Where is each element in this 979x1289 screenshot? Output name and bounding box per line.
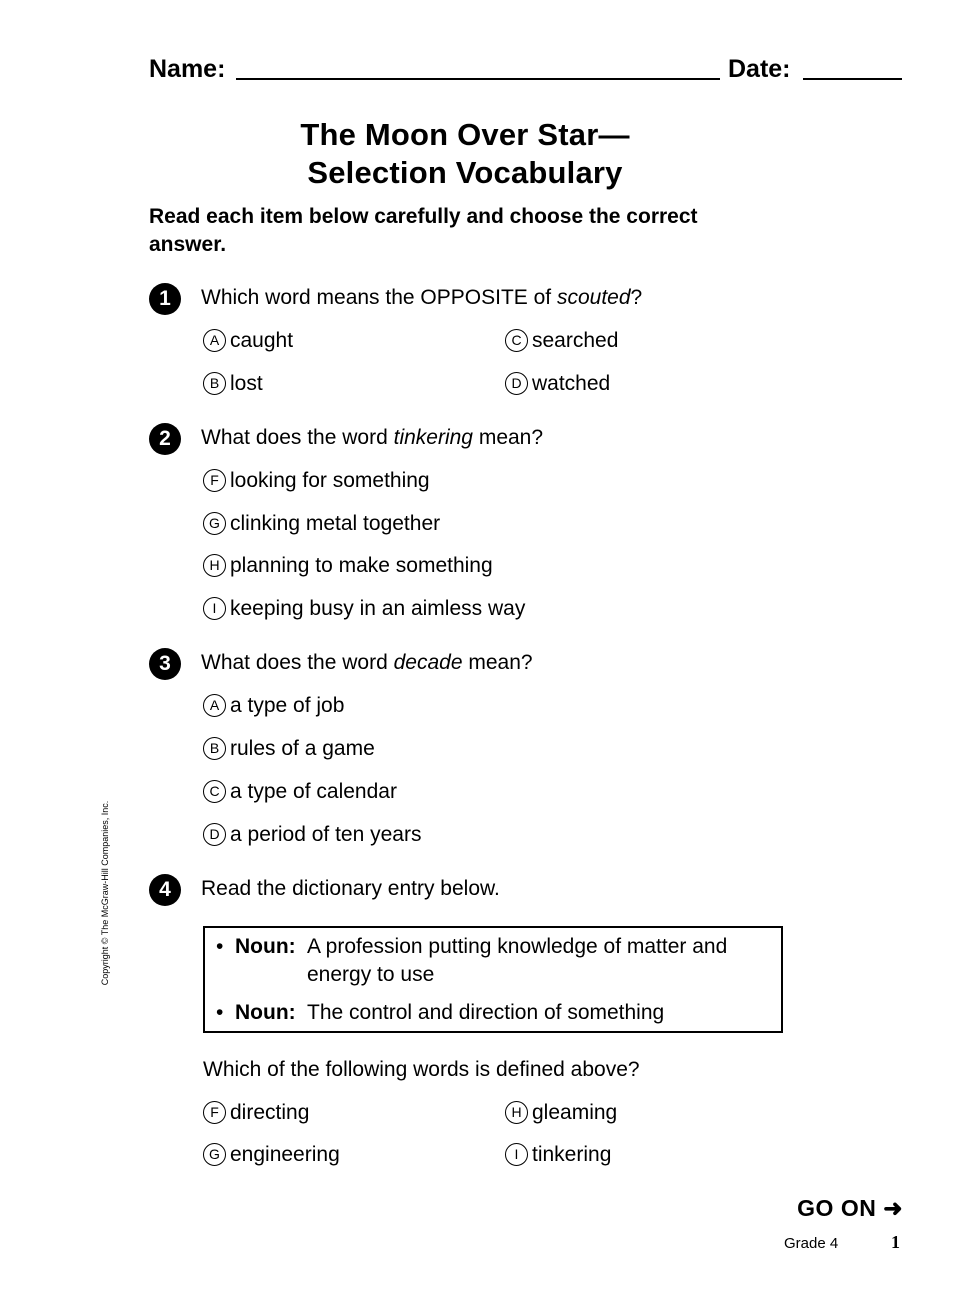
answer-bubble-g[interactable]: G: [203, 1143, 226, 1166]
q1-option-d[interactable]: [505, 370, 610, 398]
option-label: keeping busy in an aimless way: [230, 597, 526, 620]
name-field[interactable]: [236, 78, 720, 80]
q4-option-i[interactable]: [505, 1141, 611, 1169]
answer-bubble-f[interactable]: F: [203, 1101, 226, 1124]
q2-option-f[interactable]: [203, 467, 430, 495]
answer-bubble-a[interactable]: A: [203, 694, 226, 717]
answer-bubble-b[interactable]: B: [203, 737, 226, 760]
answer-bubble-a[interactable]: A: [203, 329, 226, 352]
page-number: 1: [891, 1232, 900, 1252]
question-text-pre: What does the word: [201, 426, 394, 449]
question-text-pre: Which word means the OPPOSITE of: [201, 286, 557, 309]
q2-option-i[interactable]: [203, 595, 525, 623]
option-label: lost: [230, 372, 263, 395]
page-title: [150, 116, 780, 192]
q4-option-f[interactable]: [203, 1099, 309, 1127]
option-label: a period of ten years: [230, 823, 422, 846]
option-label: engineering: [230, 1143, 340, 1166]
question-number-3: 3: [149, 648, 181, 680]
option-label: a type of job: [230, 694, 345, 717]
question-term: decade: [393, 651, 463, 674]
question-text-4: Read the dictionary entry below.: [201, 877, 500, 900]
answer-bubble-h[interactable]: H: [203, 554, 226, 577]
dictionary-definition: The control and direction of something: [307, 1001, 665, 1024]
grade-label: Grade 4: [784, 1235, 839, 1252]
question-number-1: 1: [149, 283, 181, 315]
option-label: caught: [230, 329, 294, 352]
bullet-icon: •: [216, 935, 224, 958]
answer-bubble-c[interactable]: C: [203, 780, 226, 803]
option-label: directing: [230, 1101, 310, 1124]
q4-option-g[interactable]: [203, 1141, 340, 1169]
option-label: searched: [532, 329, 619, 352]
answer-bubble-f[interactable]: F: [203, 469, 226, 492]
question-term: scouted: [556, 286, 631, 309]
q3-option-c[interactable]: [203, 778, 397, 806]
question-text-post: mean?: [473, 426, 544, 449]
q2-option-h[interactable]: [203, 552, 493, 580]
go-on-label: GO ON ➜: [797, 1195, 903, 1221]
option-label: watched: [532, 372, 611, 395]
option-label: a type of calendar: [230, 780, 397, 803]
copyright-notice: Copyright © The McGraw-Hill Companies, Inc.: [100, 800, 110, 986]
dictionary-definition: A profession putting knowledge of matter and: [307, 935, 728, 958]
q3-option-b[interactable]: [203, 735, 375, 763]
q3-option-d[interactable]: [203, 821, 421, 849]
answer-bubble-g[interactable]: G: [203, 512, 226, 535]
answer-bubble-d[interactable]: D: [505, 372, 528, 395]
question-number-4: 4: [149, 874, 181, 906]
dictionary-pos: Noun:: [235, 1001, 296, 1024]
answer-bubble-i[interactable]: I: [505, 1143, 528, 1166]
question-number-2: 2: [149, 423, 181, 455]
dictionary-pos: Noun:: [235, 935, 296, 958]
q1-option-b[interactable]: [203, 370, 263, 398]
answer-bubble-d[interactable]: D: [203, 823, 226, 846]
answer-bubble-c[interactable]: C: [505, 329, 528, 352]
bullet-icon: •: [216, 1001, 224, 1024]
option-label: rules of a game: [230, 737, 375, 760]
q1-option-c[interactable]: [505, 327, 618, 355]
question-text-2: [201, 424, 543, 452]
question-text-pre: What does the word: [201, 651, 394, 674]
question-term: tinkering: [393, 426, 473, 449]
q3-option-a[interactable]: [203, 692, 344, 720]
option-label: planning to make something: [230, 554, 493, 577]
q4-option-h[interactable]: [505, 1099, 617, 1127]
dictionary-definition-cont: energy to use: [307, 963, 435, 986]
question-text-3: [201, 649, 533, 677]
date-label: Date:: [728, 55, 791, 83]
instructions: Read each item below carefully and choose the correct answer.: [149, 205, 698, 256]
name-label: Name:: [149, 55, 226, 83]
title-line-1: The Moon Over Star—: [300, 117, 630, 152]
date-field[interactable]: [803, 78, 902, 80]
question-text-post: ?: [630, 286, 643, 309]
option-label: clinking metal together: [230, 512, 441, 535]
q1-option-a[interactable]: [203, 327, 293, 355]
question-text-post: mean?: [462, 651, 533, 674]
option-label: looking for something: [230, 469, 430, 492]
question-text-1: [201, 284, 642, 312]
option-label: tinkering: [532, 1143, 612, 1166]
option-label: gleaming: [532, 1101, 618, 1124]
answer-bubble-b[interactable]: B: [203, 372, 226, 395]
question-followup: Which of the following words is defined above?: [203, 1058, 640, 1081]
title-line-2: Selection Vocabulary: [307, 155, 623, 190]
answer-bubble-i[interactable]: I: [203, 597, 226, 620]
answer-bubble-h[interactable]: H: [505, 1101, 528, 1124]
dictionary-entry-box: [203, 926, 783, 1033]
q2-option-g[interactable]: [203, 510, 440, 538]
